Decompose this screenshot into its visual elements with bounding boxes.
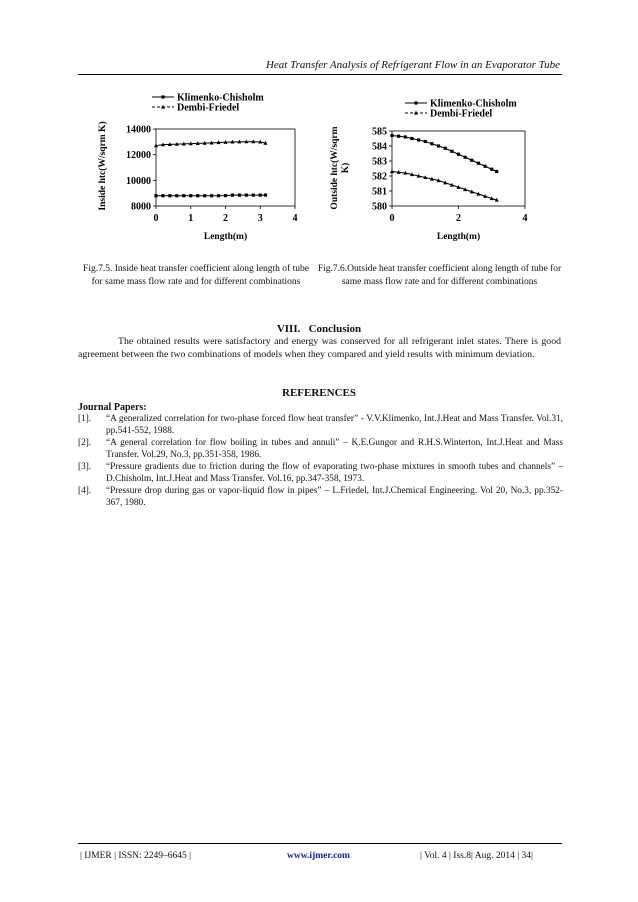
footer-rule	[78, 843, 562, 844]
reference-number: [3].	[78, 462, 92, 472]
reference-list	[78, 413, 563, 509]
x-tick-label: 1	[188, 213, 194, 224]
data-point	[390, 134, 393, 137]
reference-number: [4].	[78, 486, 92, 496]
reference-item	[78, 413, 563, 437]
data-point	[424, 140, 427, 143]
data-point	[238, 193, 241, 196]
reference-item	[78, 461, 563, 485]
data-point	[450, 150, 453, 153]
data-point	[495, 170, 498, 173]
y-axis-label: Outside htc(W/sqrmK)	[330, 126, 351, 210]
data-point	[203, 194, 206, 197]
data-point	[484, 165, 487, 168]
x-tick-label: 4	[292, 213, 298, 224]
data-point	[231, 193, 234, 196]
data-point	[417, 138, 420, 141]
legend-label: Klimenko-Chisholm	[430, 98, 517, 110]
y-tick-label: 8000	[131, 201, 151, 213]
data-point	[264, 193, 267, 196]
data-point	[437, 144, 440, 147]
reference-number: [2].	[78, 438, 92, 448]
conclusion-paragraph	[78, 335, 561, 361]
x-tick-label: 4	[522, 213, 528, 224]
data-point	[444, 147, 447, 150]
data-point	[189, 194, 192, 197]
data-point	[252, 193, 255, 196]
journal-papers-heading: Journal Papers:	[78, 402, 147, 413]
data-point	[210, 194, 213, 197]
y-tick-label: 585	[372, 126, 387, 138]
data-point	[397, 135, 400, 138]
chart-inside-htc	[92, 86, 308, 256]
data-point	[464, 156, 467, 159]
conclusion-text: The obtained results were satisfactory and energy was conserved for all refrigerant inlet states. There is good agreement between the two combinations of models when they compared and yield results with minimum deviation.	[78, 336, 561, 360]
chart-inside-htc-svg	[92, 86, 308, 256]
data-point	[470, 159, 473, 162]
reference-number: [1].	[78, 414, 92, 424]
data-point	[182, 194, 185, 197]
reference-item	[78, 485, 563, 509]
conclusion-heading: VIII. Conclusion	[276, 323, 362, 335]
plot-area	[392, 131, 525, 206]
reference-item	[78, 437, 563, 461]
legend-marker	[161, 95, 164, 98]
data-point	[477, 162, 480, 165]
data-point	[224, 194, 227, 197]
footer-right: | Vol. 4 | Iss.8| Aug. 2014 | 34|	[420, 851, 533, 861]
data-point	[168, 194, 171, 197]
footer-website-link[interactable]: www.ijmer.com	[287, 851, 350, 861]
figure-caption-7-5: Fig.7.5. Inside heat transfer coefficient along length of tube for same mass flow rate and for different combinations	[83, 264, 309, 287]
series-line	[392, 172, 497, 201]
data-point	[404, 135, 407, 138]
reference-text: “A general correlation for flow boiling in tubes and annuli” – K.E.Gungor and R.H.S.Winterton, Int.J.Heat and Mass Transfer. Vol.29, No.3, pp.351-358, 1986.	[106, 438, 563, 460]
y-tick-label: 584	[372, 141, 387, 153]
running-header: Heat Transfer Analysis of Refrigerant Flow in an Evaporator Tube	[265, 59, 560, 71]
y-axis-label: Inside htc(W/sqrm K)	[98, 121, 108, 211]
chart-outside-htc-svg	[327, 88, 549, 258]
data-point	[217, 194, 220, 197]
data-point	[161, 194, 164, 197]
x-tick-label: 0	[389, 213, 395, 224]
y-tick-label: 14000	[126, 124, 151, 136]
footer-left: | IJMER | ISSN: 2249–6645 |	[80, 851, 192, 861]
legend-label: Klimenko-Chisholm	[177, 92, 264, 104]
figure-caption-7-6: Fig.7.6.Outside heat transfer coefficient along length of tube for same mass flow rate and for different combinations	[317, 264, 562, 287]
legend-label: Dembi-Friedel	[430, 108, 493, 120]
data-point	[154, 194, 157, 197]
series-line	[392, 136, 497, 172]
y-tick-label: 583	[372, 156, 387, 168]
reference-text: “A generalized correlation for two-phase forced flow heat transfer” - V.V.Klimenko, Int.J.Heat and Mass Transfer. Vol.31, pp.541-552, 1988.	[106, 414, 563, 436]
y-tick-label: 581	[372, 186, 387, 198]
y-tick-label: 10000	[126, 175, 151, 187]
reference-text: “Pressure drop during gas or vapor-liquid flow in pipes” – L.Friedel, Int.J.Chemical Engineering. Vol 20, No.3, pp.352-367, 1980.	[106, 486, 563, 508]
data-point	[490, 168, 493, 171]
legend-label: Dembi-Friedel	[177, 102, 240, 114]
y-tick-label: 582	[372, 171, 387, 183]
data-point	[457, 153, 460, 156]
references-heading: REFERENCES	[282, 387, 356, 399]
data-point	[245, 193, 248, 196]
data-point	[196, 194, 199, 197]
data-point	[410, 137, 413, 140]
data-point	[175, 194, 178, 197]
header-rule	[78, 74, 562, 75]
data-point	[430, 142, 433, 145]
x-tick-label: 3	[257, 213, 263, 224]
legend-marker	[414, 101, 417, 104]
y-tick-label: 580	[372, 201, 387, 213]
x-tick-label: 2	[456, 213, 461, 224]
y-tick-label: 12000	[126, 150, 151, 162]
x-axis-label: Length(m)	[203, 232, 248, 242]
reference-text: “Pressure gradients due to friction during the flow of evaporating two-phase mixtures in smooth tubes and channels” – D.Chisholm, Int.J.Heat and Mass Transfer. Vol.16, pp.347-358, 1973.	[106, 462, 563, 484]
data-point	[259, 193, 262, 196]
x-tick-label: 2	[223, 213, 228, 224]
x-tick-label: 0	[153, 213, 159, 224]
x-axis-label: Length(m)	[436, 232, 481, 242]
chart-outside-htc	[327, 88, 549, 258]
